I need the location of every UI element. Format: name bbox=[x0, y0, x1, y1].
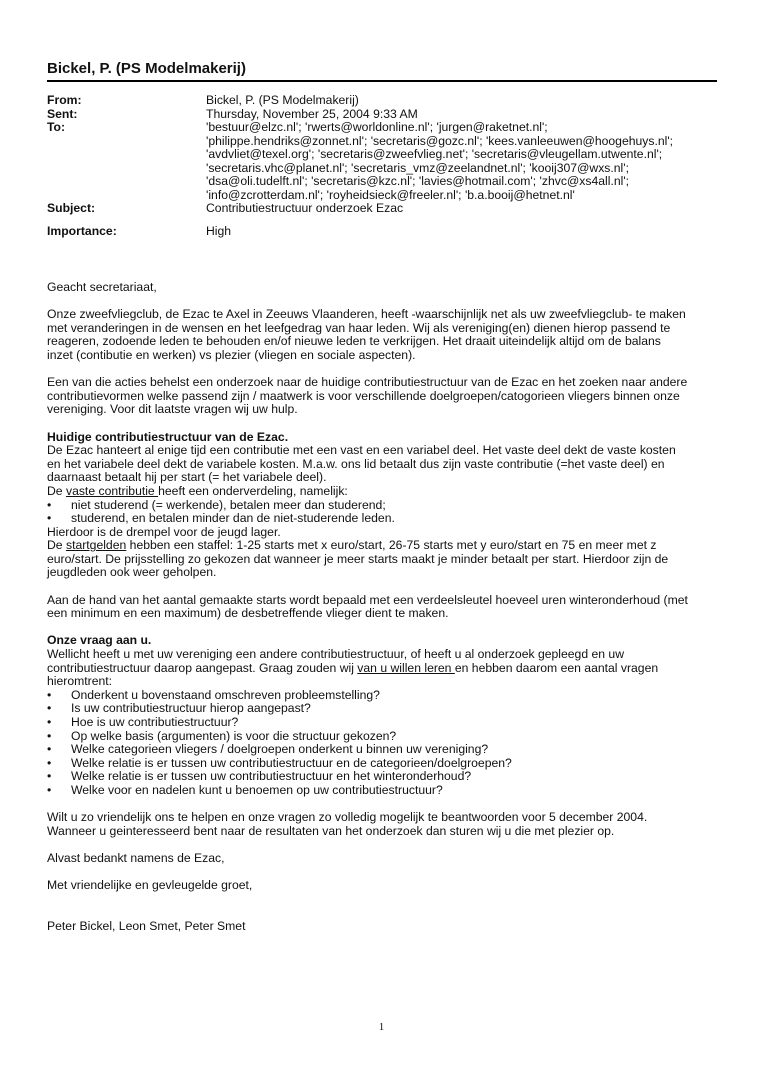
to-line: 'avdvliet@texel.org'; 'secretaris@zweefvlieg.net'; 'secretaris@vleugellam.utwente.nl'; bbox=[206, 147, 663, 161]
text-fragment: en hebben daarom een aantal vragen bbox=[454, 660, 659, 675]
page-title: Bickel, P. (PS Modelmakerij) bbox=[47, 60, 246, 77]
importance-row bbox=[47, 225, 717, 239]
bullet-text: Onderkent u bovenstaand omschreven probleemstelling? bbox=[71, 687, 380, 702]
paragraph-line: Wanneer u geinteresseerd bent naar de resultaten van het onderzoek dan sturen wij u die met plezier op. bbox=[47, 823, 615, 838]
bullet-icon: • bbox=[47, 715, 52, 729]
subject-label: Subject: bbox=[47, 201, 96, 215]
text-fragment: hebben een staffel: 1-25 starts met x euro/start, 26-75 starts met y euro/start en 75 en meer met z bbox=[126, 538, 657, 553]
bullet-icon: • bbox=[47, 701, 52, 716]
to-line: 'bestuur@elzc.nl'; 'rwerts@worldonline.nl'; 'jurgen@raketnet.nl'; bbox=[206, 120, 548, 134]
paragraph-line: met veranderingen in de wensen en het leefgedrag van haar leden. Wij als vereniging(en) dienen hierop passend te bbox=[47, 320, 671, 335]
bullet-icon: • bbox=[47, 755, 52, 770]
underlined-term: startgelden bbox=[65, 538, 127, 553]
underlined-term: van u willen leren bbox=[357, 660, 455, 675]
paragraph-line bbox=[47, 485, 717, 499]
paragraph-line: Aan de hand van het aantal gemaakte starts wordt bepaald met een verdeelsleutel hoeveel uren winteronderhoud (met bbox=[47, 592, 688, 607]
title-rule bbox=[47, 80, 717, 82]
page-number: 1 bbox=[378, 1021, 385, 1033]
section-heading: Huidige contributiestructuur van de Ezac. bbox=[47, 429, 289, 444]
paragraph-line: jeugdleden ook weer geholpen. bbox=[47, 565, 217, 580]
greeting: Geacht secretariaat, bbox=[47, 280, 157, 294]
paragraph-line: Wilt u zo vriendelijk ons te helpen en onze vragen zo volledig mogelijk te beantwoorden voor 5 december 2004. bbox=[47, 810, 648, 825]
bullet-icon: • bbox=[47, 511, 52, 526]
to-value bbox=[206, 121, 717, 202]
bullet-text: Hoe is uw contributiestructuur? bbox=[71, 715, 239, 729]
subject-value: Contributiestructuur onderzoek Ezac bbox=[206, 201, 404, 215]
sent-label: Sent: bbox=[47, 106, 78, 121]
sent-row bbox=[47, 108, 717, 122]
paragraph-line bbox=[47, 662, 717, 676]
paragraph-line: euro/start. De prijsstelling zo gekozen dat wanneer je meer starts maakt je minder betaalt per start. Hierdoor zijn de bbox=[47, 551, 669, 566]
bullet-item bbox=[47, 499, 717, 513]
importance-value: High bbox=[206, 223, 232, 238]
signature: Peter Bickel, Leon Smet, Peter Smet bbox=[47, 918, 246, 933]
bullet-icon: • bbox=[47, 782, 52, 797]
paragraph-line bbox=[47, 539, 717, 553]
header-gap bbox=[47, 216, 717, 225]
bullet-item bbox=[47, 512, 717, 526]
paragraph-line: een minimum en een maximum) de desbetreffende vlieger dient te maken. bbox=[47, 606, 449, 621]
from-value: Bickel, P. (PS Modelmakerij) bbox=[206, 93, 359, 107]
section-heading: Onze vraag aan u. bbox=[47, 633, 152, 648]
paragraph-line: Wellicht heeft u met uw vereniging een andere contributiestructuur, of heeft u al onderzoek gepleegd en uw bbox=[47, 647, 625, 662]
underlined-term: vaste contributie bbox=[65, 483, 159, 498]
paragraph-line: De Ezac hanteert al enige tijd een contributie met een vast en een variabel deel. Het vaste deel dekt de vaste kosten bbox=[47, 443, 676, 458]
email-body bbox=[47, 281, 717, 934]
text-fragment: De bbox=[47, 483, 66, 498]
bullet-icon: • bbox=[47, 769, 52, 784]
bullet-item bbox=[47, 730, 717, 744]
importance-label: Importance: bbox=[47, 223, 117, 238]
text-fragment: heeft een onderverdeling, namelijk: bbox=[158, 483, 348, 498]
to-row bbox=[47, 121, 717, 202]
paragraph-line: reageren, zodoende leden te behouden en/of nieuwe leden te verkrijgen. Het draait uiteindelijk altijd om de balans bbox=[47, 334, 661, 349]
from-row bbox=[47, 94, 717, 108]
bullet-text: Welke relatie is er tussen uw contributiestructuur en de categorieen/doelgroepen? bbox=[71, 755, 512, 770]
bullet-text: niet studerend (= werkende), betalen meer dan studerend; bbox=[71, 497, 386, 512]
text-fragment: De bbox=[47, 538, 66, 553]
paragraph-line: hieromtrent: bbox=[47, 674, 113, 689]
bullet-text: Op welke basis (argumenten) is voor die structuur gekozen? bbox=[71, 728, 397, 743]
paragraph-line: Een van die acties behelst een onderzoek naar de huidige contributiestructuur van de Ezac en het zoeken naar andere bbox=[47, 375, 688, 390]
to-line: 'dsa@oli.tudelft.nl'; 'secretaris@kzc.nl'; 'lavies@hotmail.com'; 'zhvc@xs4all.nl'; bbox=[206, 174, 630, 188]
paragraph-line: inzet (contibutie en werken) vs plezier (vliegen en sociale aspecten). bbox=[47, 347, 416, 362]
bullet-item bbox=[47, 689, 717, 703]
to-line: 'info@zcrotterdam.nl'; 'royheidsieck@freeler.nl'; 'b.a.booij@hetnet.nl' bbox=[206, 187, 575, 202]
to-line: 'philippe.hendriks@zonnet.nl'; 'secretaris@gozc.nl'; 'kees.vanleeuwen@hoogehuys.nl'; bbox=[206, 133, 674, 148]
bullet-icon: • bbox=[47, 687, 52, 702]
bullet-text: Is uw contributiestructuur hierop aangepast? bbox=[71, 701, 311, 716]
bullet-item bbox=[47, 716, 717, 730]
bullet-icon: • bbox=[47, 728, 52, 743]
bullet-text: Welke voor en nadelen kunt u benoemen op uw contributiestructuur? bbox=[71, 782, 443, 797]
paragraph-line: Hierdoor is de drempel voor de jeugd lager. bbox=[47, 524, 281, 539]
bullet-text: studerend, en betalen minder dan de niet-studerende leden. bbox=[71, 511, 395, 526]
paragraph-line: en het variabele deel dekt de variabele kosten. M.a.w. ons lid betaalt dus zijn vaste contributie (=het vaste deel) en bbox=[47, 456, 665, 471]
paragraph-line: vereniging. Voor dit laatste vragen wij uw hulp. bbox=[47, 402, 298, 417]
bullet-text: Welke categorieen vliegers / doelgroepen onderkent u binnen uw vereniging? bbox=[71, 742, 489, 757]
bullet-item bbox=[47, 757, 717, 771]
to-line: 'secretaris.vhc@planet.nl'; 'secretaris_vmz@zeelandnet.nl'; 'kooij307@wxs.nl'; bbox=[206, 160, 629, 175]
bullet-icon: • bbox=[47, 742, 52, 757]
bullet-item bbox=[47, 702, 717, 716]
bullet-item bbox=[47, 770, 717, 784]
paragraph-line: contributievormen welke passend zijn / maatwerk is voor verschillende doelgroepen/catogorieen vliegers binnen onze bbox=[47, 388, 680, 403]
bullet-text: Welke relatie is er tussen uw contributiestructuur en het winteronderhoud? bbox=[71, 769, 472, 784]
closing-line: Met vriendelijke en gevleugelde groet, bbox=[47, 878, 253, 893]
bullet-item bbox=[47, 784, 717, 798]
to-label: To: bbox=[47, 120, 66, 134]
sent-value: Thursday, November 25, 2004 9:33 AM bbox=[206, 106, 418, 121]
subject-row bbox=[47, 202, 717, 216]
text-fragment: contributiestructuur daarop aangepast. Graag zouden wij bbox=[47, 660, 358, 675]
email-header bbox=[47, 94, 717, 238]
thanks-line: Alvast bedankt namens de Ezac, bbox=[47, 850, 225, 865]
bullet-item bbox=[47, 743, 717, 757]
paragraph-line: daarnaast betaalt hij per start (= het variabele deel). bbox=[47, 470, 327, 485]
paragraph-line: Onze zweefvliegclub, de Ezac te Axel in Zeeuws Vlaanderen, heeft -waarschijnlijk net als uw zweefvliegclub- te maken bbox=[47, 307, 686, 322]
from-label: From: bbox=[47, 93, 82, 107]
bullet-icon: • bbox=[47, 497, 52, 512]
